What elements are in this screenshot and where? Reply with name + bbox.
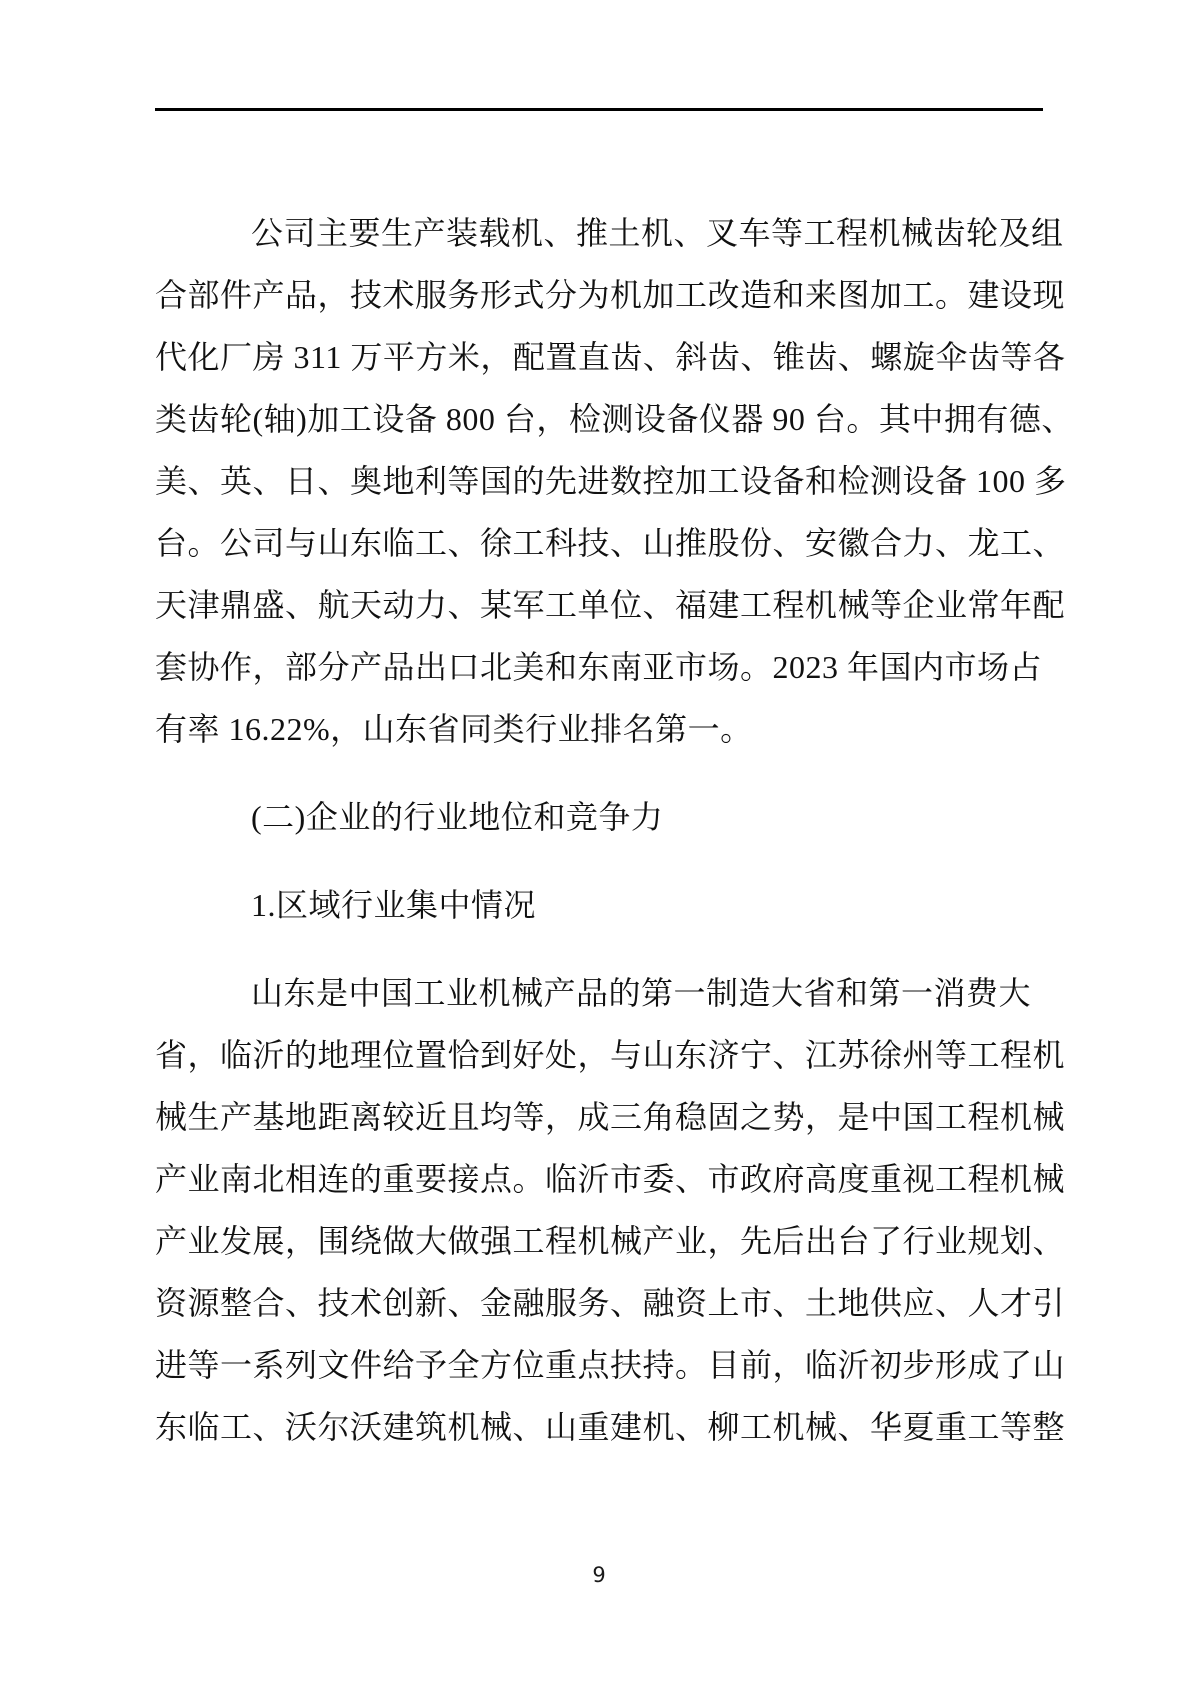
text-line: 套协作，部分产品出口北美和东南亚市场。2023 年国内市场占 (155, 649, 1043, 685)
text-line: 代化厂房 311 万平方米，配置直齿、斜齿、锥齿、螺旋伞齿等各 (155, 339, 1066, 375)
header-rule (155, 108, 1043, 111)
text-line: 东临工、沃尔沃建筑机械、山重建机、柳工机械、华夏重工等整 (155, 1409, 1066, 1445)
text-line: 省，临沂的地理位置恰到好处，与山东济宁、江苏徐州等工程机 (155, 1037, 1066, 1073)
paragraph-company-overview (155, 202, 1074, 760)
section-heading-industry-position (155, 786, 1043, 848)
heading-line: (二)企业的行业地位和竞争力 (251, 799, 664, 835)
text-line: 产业发展，围绕做大做强工程机械产业，先后出台了行业规划、 (155, 1223, 1066, 1259)
text-line: 山东是中国工业机械产品的第一制造大省和第一消费大 (251, 975, 1032, 1011)
text-line: 有率 16.22%，山东省同类行业排名第一。 (155, 711, 753, 747)
text-line: 公司主要生产装载机、推土机、叉车等工程机械齿轮及组 (251, 215, 1064, 251)
heading-line: 1.区域行业集中情况 (251, 887, 537, 923)
text-line: 进等一系列文件给予全方位重点扶持。目前，临沂初步形成了山 (155, 1347, 1066, 1383)
text-line: 天津鼎盛、航天动力、某军工单位、福建工程机械等企业常年配 (155, 587, 1066, 623)
text-line: 合部件产品，技术服务形式分为机加工改造和来图加工。建设现 (155, 277, 1066, 313)
subsection-heading-regional-concentration (155, 874, 1043, 936)
text-line: 类齿轮(轴)加工设备 800 台，检测设备仪器 90 台。其中拥有德、 (155, 401, 1074, 437)
text-line: 美、英、日、奥地利等国的先进数控加工设备和检测设备 100 多 (155, 463, 1067, 499)
document-body (155, 202, 1074, 1458)
paragraph-regional-industry (155, 962, 1066, 1458)
text-line: 械生产基地距离较近且均等，成三角稳固之势，是中国工程机械 (155, 1099, 1066, 1135)
text-line: 台。公司与山东临工、徐工科技、山推股份、安徽合力、龙工、 (155, 525, 1066, 561)
text-line: 资源整合、技术创新、金融服务、融资上市、土地供应、人才引 (155, 1285, 1066, 1321)
text-line: 产业南北相连的重要接点。临沂市委、市政府高度重视工程机械 (155, 1161, 1066, 1197)
page-number: 9 (592, 1563, 606, 1587)
